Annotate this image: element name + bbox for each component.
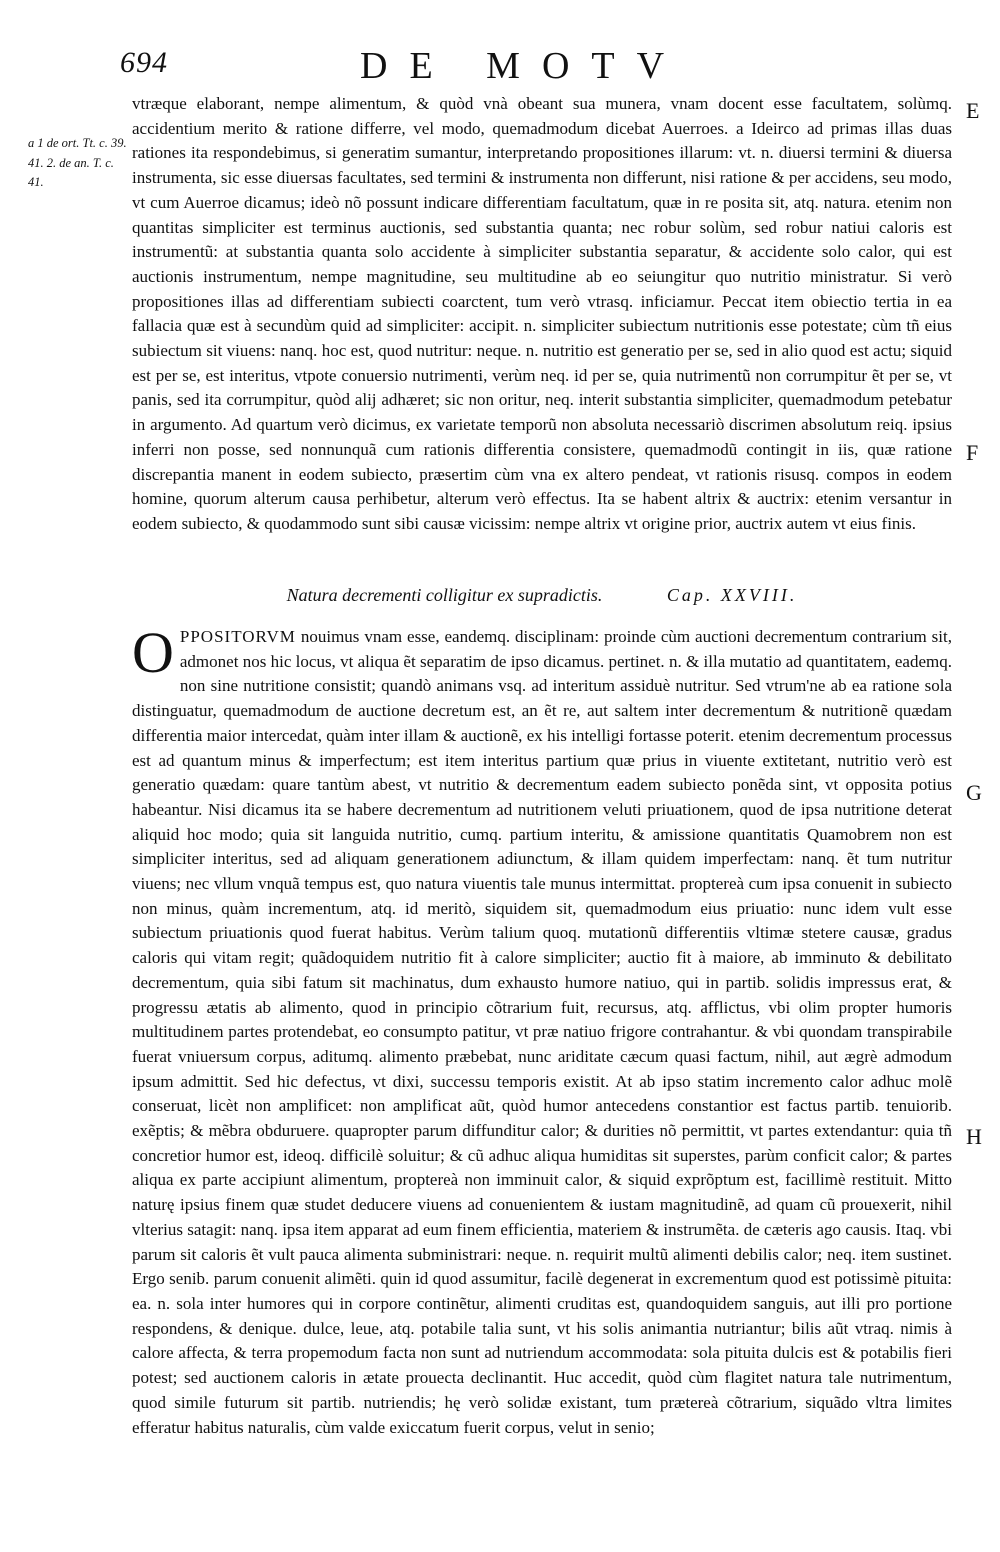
body-paragraph-2 xyxy=(132,620,952,1440)
paragraph-2-text: nouimus vnam esse, eandemq. disciplinam: proinde cùm auctioni decrementum contrarium sit, admonet nos hic locus, vt aliqua ẽt separatim de ipso dicamus. pertinet. n. & illa mutatio ad quantitatem, eademq. non sine nutritione consistit; quandò animans vsq. ad interitum assiduè nutritur. Sed vtrum'ne ab ea ratione sola distinguatur, quemadmodum de auctione decretum est, an ẽt re, aut saltem inter decrementum & nutritionẽ quædam differentia maior intercedat, quàm inter illam & auctionẽ, ex his intelligi fortasse poterit. etenim decrementum processus est ad quantum minus & imperfectum; est item interitus partium quæ prius in viuente extitetant, nutritio verò est generatio quædam: quare tantùm abest, vt nutritio & decrementum eadem subiecto ponẽda sint, vt opposita potius habeantur. Nisi dicamus ita se habere decrementum ad nutritionem veluti priuationem, quod de ipsa nutritione deterat aliquid hoc modo; quia sit languida nutritio, cumq. partium interitu, & amissione quantitatis Quamobrem non est simpliciter interitus, sed ad aliquam generationem adiunctum, & illam quidem imperfectam: nanq. ẽt tum nutritur viuens; nec vllum vnquã tempus est, quo natura viuentis tale munus intermittat. proptereà cum ipsa conuenit in subiecto non minus, quàm incrementum, atq. id meritò, siquidem sit, quemadmodum eius priuatio: nunc idem vult esse subiectum priuationis quod fuerat habitus. Verùm talium quoq. mutationũ differentiis vltimæ stetere causæ, gradus caloris qui vitam regit; quãdoquidem nutritio fit à calore simpliciter; auctio fit à maiore, ab imminuto & debilitato decrementum, quia sibi fatum sit machinatus, dum exhausto humore natiuo, qui in partib. solidis impressus erat, & progressu ætatis ab alimento, quod in principio cõtrarium fuit, recursus, atq. afflictus, vbi olim propter humoris multitudinem partes protendebat, eo consumpto patitur, vt præ natiuo frigore contrahantur. & vbi quondam transpirabile fuerat vniuersum corpus, aditumq. alimento præbebat, nunc ariditate cæcum quasi factum, nihil, aut ægrè admodum ipsum admittit. Sed hic defectus, vt dixi, successu temporis existit. At ab ipso statim incremento calor adhuc molẽ conseruat, licèt non amplificet: non amplificat aũt, quòd humor antecedens constantior est factus partib. tenuiorib. exẽptis; & mẽbra obduruere. quapropter parum diffunditur calor; & durities nõ permittit, vt partes extendantur: quia tñ concretior humor est, ideoq. difficilè soluitur; & cũ adhuc aliqua humiditas sit superstes, parùm conficit calor; & partes aliqua ex parte accipiunt alimentum, proptereà non imminuit calor, & siquid exprõptum est, facillimè restituit. Mitto naturę ipsius finem quæ studet deducere viuens ad conuenientem & iustam magnitudinẽ, ad quam cũ prouexerit, nihil vlterius satagit: nanq. ipsa item apparat ad eum finem efficientia, materiem & instrumẽta. de cæteris ago causis. Itaq. vbi parum sit caloris ẽt vult pauca alimenta subministrari: neque. n. requirit multũ alimenti debilis calor; neq. item sustinet. Ergo senib. parum conuenit alimẽti. quin id quod assumitur, facilè degenerat in excrementum quod est potissimè pituita: ea. n. sola inter humores qui in corpore continẽtur, alimenti cruditas est, quandoquidem sanguis, aut illi pro portione respondens, & denique. dulce, leue, atq. potabile talia sunt, vt his solis animantia nutriantur; bilis aũt vtraq. nimis à calore affecta, & terra propemodum facta non sunt ad nutriendum accommodata: sola pituita dulcis est & potabilis fieri potest; sed auctionem caloris in ætate prouecta declinantit. Huc accedit, quòd cùm flagitet natura tale nutrimentum, quod simile futurum sit partib. nutriendis; hę verò solidæ existant, tum prætereà cõtrarium, siquãdo vltra limites efferatur habitus naturalis, cùm valde exiccatum fuerit corpus, velut in senio; xyxy=(132,627,952,1437)
chapter-heading xyxy=(132,585,952,606)
margin-letter-f: F xyxy=(966,440,979,465)
margin-letter-g: G xyxy=(966,780,982,805)
margin-letter-e: E xyxy=(966,98,980,123)
margin-letter-h: H xyxy=(966,1124,982,1149)
chapter-number: Cap. XXVIII. xyxy=(666,585,798,605)
margin-note-citation: a 1 de ort. Tt. c. 39. 41. 2. de an. T. c. 41. xyxy=(28,136,127,189)
body-paragraph-1: vtræque elaborant, nempe alimentum, & quòd vnà obeant sua munera, vnam docent esse facultatem, solùmq. accidentium merito & ratione differre, vel modo, quemadmodum dicebat Auerroes. a Ideirco ad primas illas duas rationes ita respondebimus, si generatim sumantur, interpretando propositiones illarum: vt. n. diuersi termini & diuersa instrumenta, sic esse diuersas facultates, sed termini & instrumenta non differunt, nisi ratione & per accidens, seu modo, vt cum Auerroe dicamus; ideò nõ possunt indicare differentiam facultatum, quæ in re posita sit, atq. natura. etenim non quantitas simpliciter est terminus auctionis, sed substantia quanta; nec robur solùm, sed robur natiui caloris est instrumentũ: at substantia quanta solo accidente à simpliciter substantia separatur, & accidente solo calor, qui est auctionis instrumentum, nempe magnitudine, seu multitudine ab eo seiungitur quo nutritio ministratur. Si verò propositiones illas ad differentiam subiecti coarctent, tum verò vtrasq. inficiamur. Peccat item obiectio tertia in ea fallacia quæ est à secundùm quid ad simpliciter: accipit. n. simpliciter subiectum nutritionis esse potestate; cùm tñ eius subiectum sit viuens: nanq. hoc est, quod nutritur: neque. n. nutritio est generatio per se, sed in alio quod est actu; siquid est per se, est interitus, vtpote conuersio nutrimenti, verùm neq. id per se, quia nutrimentũ non corrumpitur ẽt per se, vt panis, sed ita corrumpitur, quòd alij adhæret; sic non oritur, neq. interit substantia simpliciter, quemadmodum petebatur in argumento. Ad quartum verò dicimus, ex varietate temporũ non absoluta necessariò discrimen absolutum reiq. ipsius inferri non posse, sed nonnunquã cum rationis differentia consistere, quemadmodũ contingit in iis, quæ ratione discrepantia manent in eodem subiecto, præsertim cùm vna ex altero pendeat, vt rationis risusq. compos in eodem homine, quorum alterum causa perhibetur, alterum verò effectus. Ita se habent altrix & auctrix: etenim versantur in eodem subiecto, & quodammodo sunt sibi causæ vicissim: nempe altrix vt origine prior, auctrix autem vt eius finis. xyxy=(132,94,952,533)
running-head: DE MOTV xyxy=(360,45,687,87)
drop-cap: O xyxy=(132,620,174,685)
chapter-title: Natura decrementi colligitur ex supradictis. xyxy=(286,585,603,605)
page-number: 694 xyxy=(120,46,168,79)
paragraph-2-opening: PPOSITORVM xyxy=(179,627,296,646)
